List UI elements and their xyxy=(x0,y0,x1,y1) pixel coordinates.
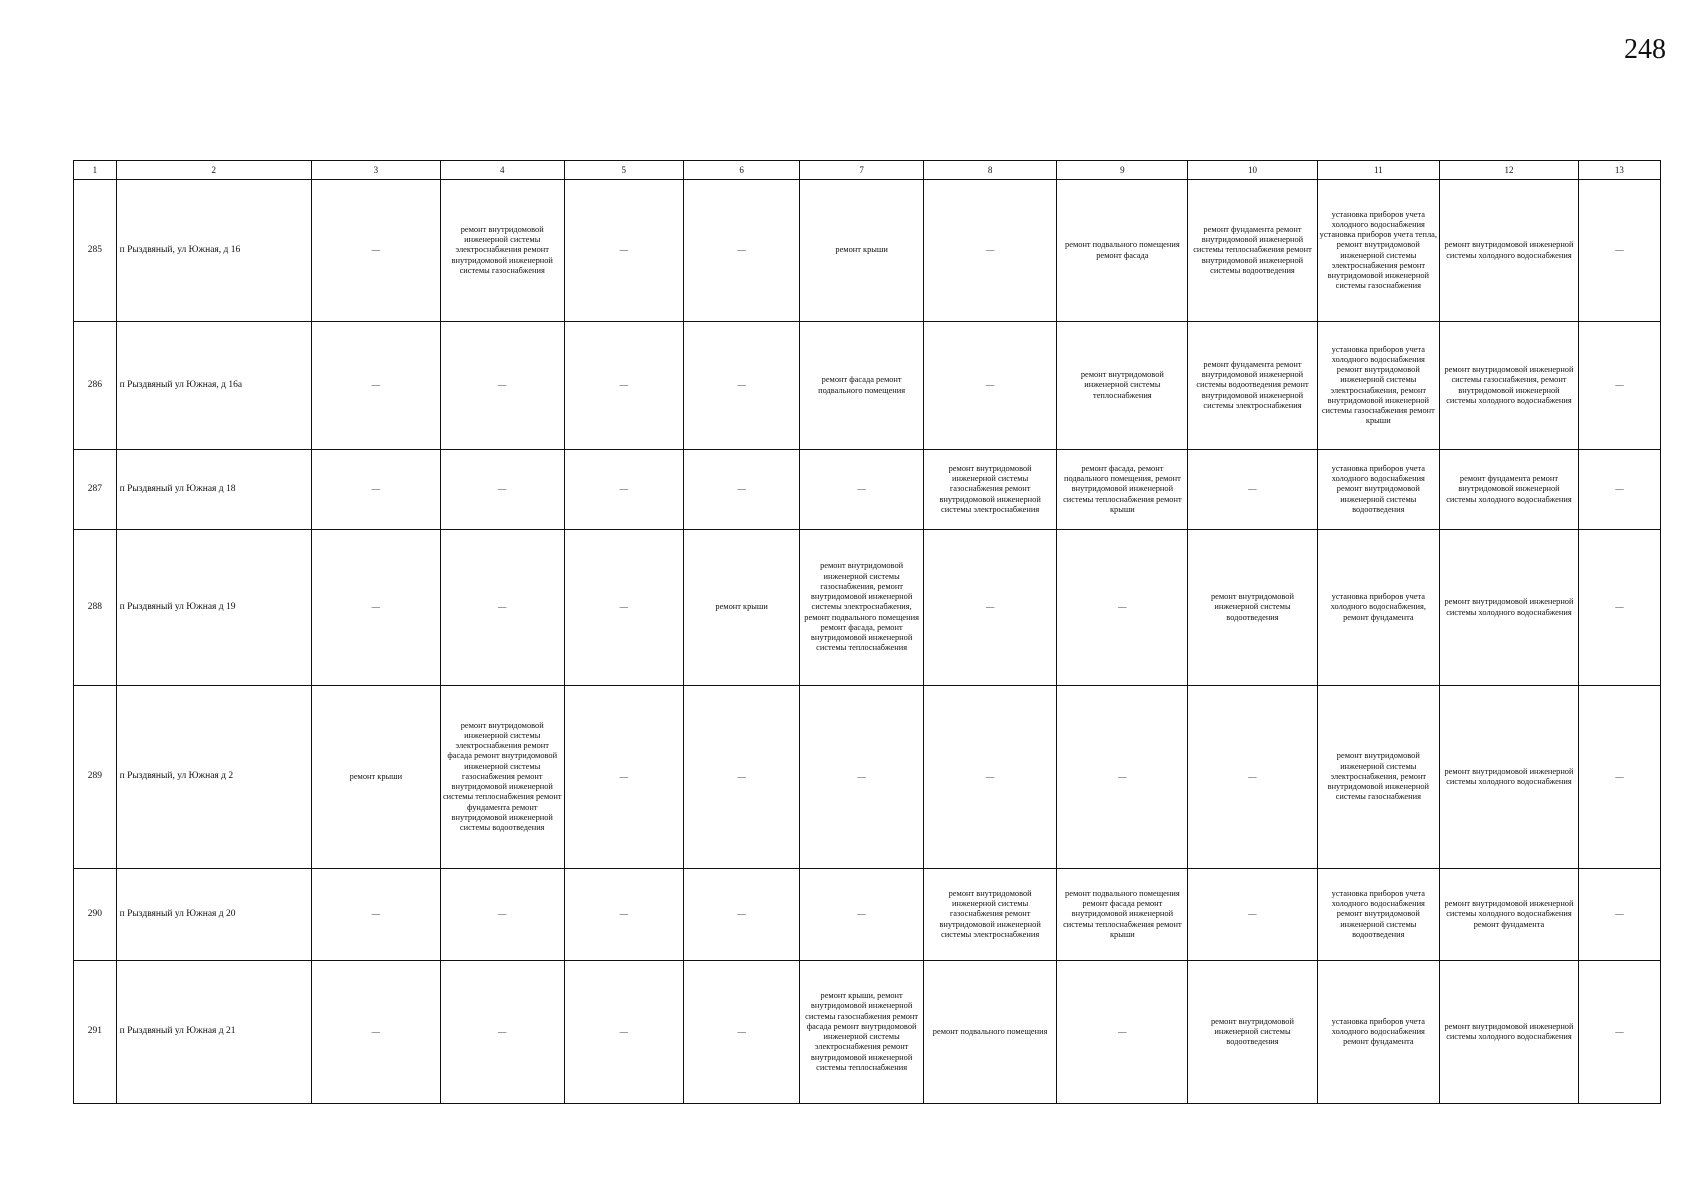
table-cell: ремонт подвального помещения ремонт фасада xyxy=(1057,180,1188,322)
column-number: 10 xyxy=(1188,161,1317,180)
table-cell: — xyxy=(684,961,800,1104)
table-cell: — xyxy=(1188,869,1317,961)
table-cell: — xyxy=(311,450,440,530)
table-cell: — xyxy=(923,322,1056,450)
table-row xyxy=(74,530,1661,686)
table-cell: установка приборов учета холодного водоснабжения, ремонт фундамента xyxy=(1317,530,1440,686)
table-cell: установка приборов учета холодного водоснабжения ремонт внутридомовой инженерной системы водоотведения xyxy=(1317,869,1440,961)
table-cell: ремонт подвального помещения xyxy=(923,961,1056,1104)
table-cell: — xyxy=(440,322,564,450)
address-cell: п Рыздвяный ул Южная д 19 xyxy=(116,530,311,686)
table-cell: ремонт внутридомовой инженерной системы электроснабжения, ремонт внутридомовой инженерной системы газоснабжения xyxy=(1317,686,1440,869)
table-cell: установка приборов учета холодного водоснабжения ремонт внутридомовой инженерной системы водоотведения xyxy=(1317,450,1440,530)
table-cell: — xyxy=(684,869,800,961)
table-cell: — xyxy=(311,961,440,1104)
table-cell: ремонт внутридомовой инженерной системы газоснабжения, ремонт внутридомовой инженерной системы электроснабжения, ремонт подвального помещения ремонт фасада, ремонт внутридомовой инженерной системы теплоснабжения xyxy=(800,530,924,686)
table-cell: — xyxy=(800,869,924,961)
table-cell: ремонт фундамента ремонт внутридомовой инженерной системы холодного водоснабжения xyxy=(1440,450,1579,530)
column-number: 9 xyxy=(1057,161,1188,180)
table-cell: ремонт внутридомовой инженерной системы холодного водоснабжения ремонт фундамента xyxy=(1440,869,1579,961)
table-cell: — xyxy=(923,530,1056,686)
table-cell: — xyxy=(1578,961,1660,1104)
table-cell: — xyxy=(1057,961,1188,1104)
table-cell: — xyxy=(923,180,1056,322)
column-number: 6 xyxy=(684,161,800,180)
table-cell: — xyxy=(564,530,683,686)
table-cell: ремонт крыши xyxy=(684,530,800,686)
column-number: 8 xyxy=(923,161,1056,180)
table-cell: ремонт внутридомовой инженерной системы водоотведения xyxy=(1188,961,1317,1104)
table-cell: — xyxy=(440,530,564,686)
row-number: 287 xyxy=(74,450,117,530)
column-number: 1 xyxy=(74,161,117,180)
table-cell: — xyxy=(800,686,924,869)
table-cell: — xyxy=(440,869,564,961)
table-cell: — xyxy=(311,322,440,450)
row-number: 285 xyxy=(74,180,117,322)
table-cell: ремонт фундамента ремонт внутридомовой инженерной системы водоотведения ремонт внутридомовой инженерной системы электроснабжения xyxy=(1188,322,1317,450)
row-number: 288 xyxy=(74,530,117,686)
table-cell: ремонт внутридомовой инженерной системы водоотведения xyxy=(1188,530,1317,686)
column-number: 3 xyxy=(311,161,440,180)
row-number: 289 xyxy=(74,686,117,869)
table-row xyxy=(74,869,1661,961)
table-cell: — xyxy=(564,869,683,961)
column-number: 4 xyxy=(440,161,564,180)
table-cell: — xyxy=(440,450,564,530)
address-cell: п Рыздвяный, ул Южная, д 16 xyxy=(116,180,311,322)
table-cell: — xyxy=(684,450,800,530)
table-cell: ремонт подвального помещения ремонт фасада ремонт внутридомовой инженерной системы теплоснабжения ремонт крыши xyxy=(1057,869,1188,961)
table-cell: ремонт крыши xyxy=(800,180,924,322)
address-cell: п Рыздвяный ул Южная, д 16а xyxy=(116,322,311,450)
table-cell: ремонт внутридомовой инженерной системы холодного водоснабжения xyxy=(1440,961,1579,1104)
table-cell: — xyxy=(1578,530,1660,686)
table-cell: установка приборов учета холодного водоснабжения ремонт фундамента xyxy=(1317,961,1440,1104)
table-cell: — xyxy=(311,180,440,322)
page-number: 248 xyxy=(1624,34,1666,65)
column-number: 5 xyxy=(564,161,683,180)
table-cell: ремонт внутридомовой инженерной системы электроснабжения ремонт внутридомовой инженерной системы газоснабжения xyxy=(440,180,564,322)
address-cell: п Рыздвяный ул Южная д 20 xyxy=(116,869,311,961)
column-number: 7 xyxy=(800,161,924,180)
row-number: 290 xyxy=(74,869,117,961)
table-cell: — xyxy=(923,686,1056,869)
table-cell: — xyxy=(1057,686,1188,869)
table-cell: установка приборов учета холодного водоснабжения установка приборов учета тепла, ремонт внутридомовой инженерной системы электроснабжения ремонт внутридомовой инженерной системы газоснабжения xyxy=(1317,180,1440,322)
address-cell: п Рыздвяный ул Южная д 18 xyxy=(116,450,311,530)
table-cell: ремонт внутридомовой инженерной системы газоснабжения ремонт внутридомовой инженерной системы электроснабжения xyxy=(923,869,1056,961)
table-row xyxy=(74,686,1661,869)
address-cell: п Рыздвяный, ул Южная д 2 xyxy=(116,686,311,869)
table-cell: — xyxy=(1188,686,1317,869)
table-cell: — xyxy=(311,869,440,961)
table-cell: — xyxy=(1188,450,1317,530)
table-cell: ремонт фасада ремонт подвального помещения xyxy=(800,322,924,450)
table-cell: — xyxy=(1578,869,1660,961)
table-cell: ремонт внутридомовой инженерной системы электроснабжения ремонт фасада ремонт внутридомовой инженерной системы газоснабжения ремонт внутридомовой инженерной системы теплоснабжения ремонт фундамента ремонт внутридомовой инженерной системы водоотведения xyxy=(440,686,564,869)
table-cell: — xyxy=(564,450,683,530)
table-cell: — xyxy=(440,961,564,1104)
table-cell: — xyxy=(564,961,683,1104)
column-number: 12 xyxy=(1440,161,1579,180)
table-cell: ремонт внутридомовой инженерной системы газоснабжения ремонт внутридомовой инженерной системы электроснабжения xyxy=(923,450,1056,530)
column-number: 13 xyxy=(1578,161,1660,180)
table-cell: ремонт крыши xyxy=(311,686,440,869)
repair-schedule-table xyxy=(73,160,1661,1104)
table-cell: — xyxy=(564,686,683,869)
table-cell: ремонт фундамента ремонт внутридомовой инженерной системы теплоснабжения ремонт внутридомовой инженерной системы водоотведения xyxy=(1188,180,1317,322)
table-row xyxy=(74,180,1661,322)
table-cell: — xyxy=(564,322,683,450)
table-cell: установка приборов учета холодного водоснабжения ремонт внутридомовой инженерной системы электроснабжения, ремонт внутридомовой инженерной системы газоснабжения ремонт крыши xyxy=(1317,322,1440,450)
table-cell: — xyxy=(564,180,683,322)
table-cell: ремонт крыши, ремонт внутридомовой инженерной системы газоснабжения ремонт фасада ремонт внутридомовой инженерной системы электроснабжения ремонт внутридомовой инженерной системы теплоснабжения xyxy=(800,961,924,1104)
table-cell: — xyxy=(1578,450,1660,530)
row-number: 286 xyxy=(74,322,117,450)
table-cell: — xyxy=(800,450,924,530)
column-number: 2 xyxy=(116,161,311,180)
table-cell: — xyxy=(1578,686,1660,869)
table-cell: — xyxy=(311,530,440,686)
column-number: 11 xyxy=(1317,161,1440,180)
table-cell: ремонт внутридомовой инженерной системы холодного водоснабжения xyxy=(1440,180,1579,322)
table-cell: ремонт внутридомовой инженерной системы теплоснабжения xyxy=(1057,322,1188,450)
table-row xyxy=(74,961,1661,1104)
column-number-row xyxy=(74,161,1661,180)
table-cell: — xyxy=(1578,180,1660,322)
table-row xyxy=(74,450,1661,530)
row-number: 291 xyxy=(74,961,117,1104)
table-cell: — xyxy=(684,322,800,450)
table-cell: ремонт внутридомовой инженерной системы холодного водоснабжения xyxy=(1440,686,1579,869)
table-cell: — xyxy=(684,180,800,322)
table-cell: ремонт фасада, ремонт подвального помещения, ремонт внутридомовой инженерной системы теплоснабжения ремонт крыши xyxy=(1057,450,1188,530)
table-cell: — xyxy=(684,686,800,869)
table-cell: — xyxy=(1057,530,1188,686)
table-cell: ремонт внутридомовой инженерной системы газоснабжения, ремонт внутридомовой инженерной системы холодного водоснабжения xyxy=(1440,322,1579,450)
table-cell: ремонт внутридомовой инженерной системы холодного водоснабжения xyxy=(1440,530,1579,686)
address-cell: п Рыздвяный ул Южная д 21 xyxy=(116,961,311,1104)
table-row xyxy=(74,322,1661,450)
table-cell: — xyxy=(1578,322,1660,450)
